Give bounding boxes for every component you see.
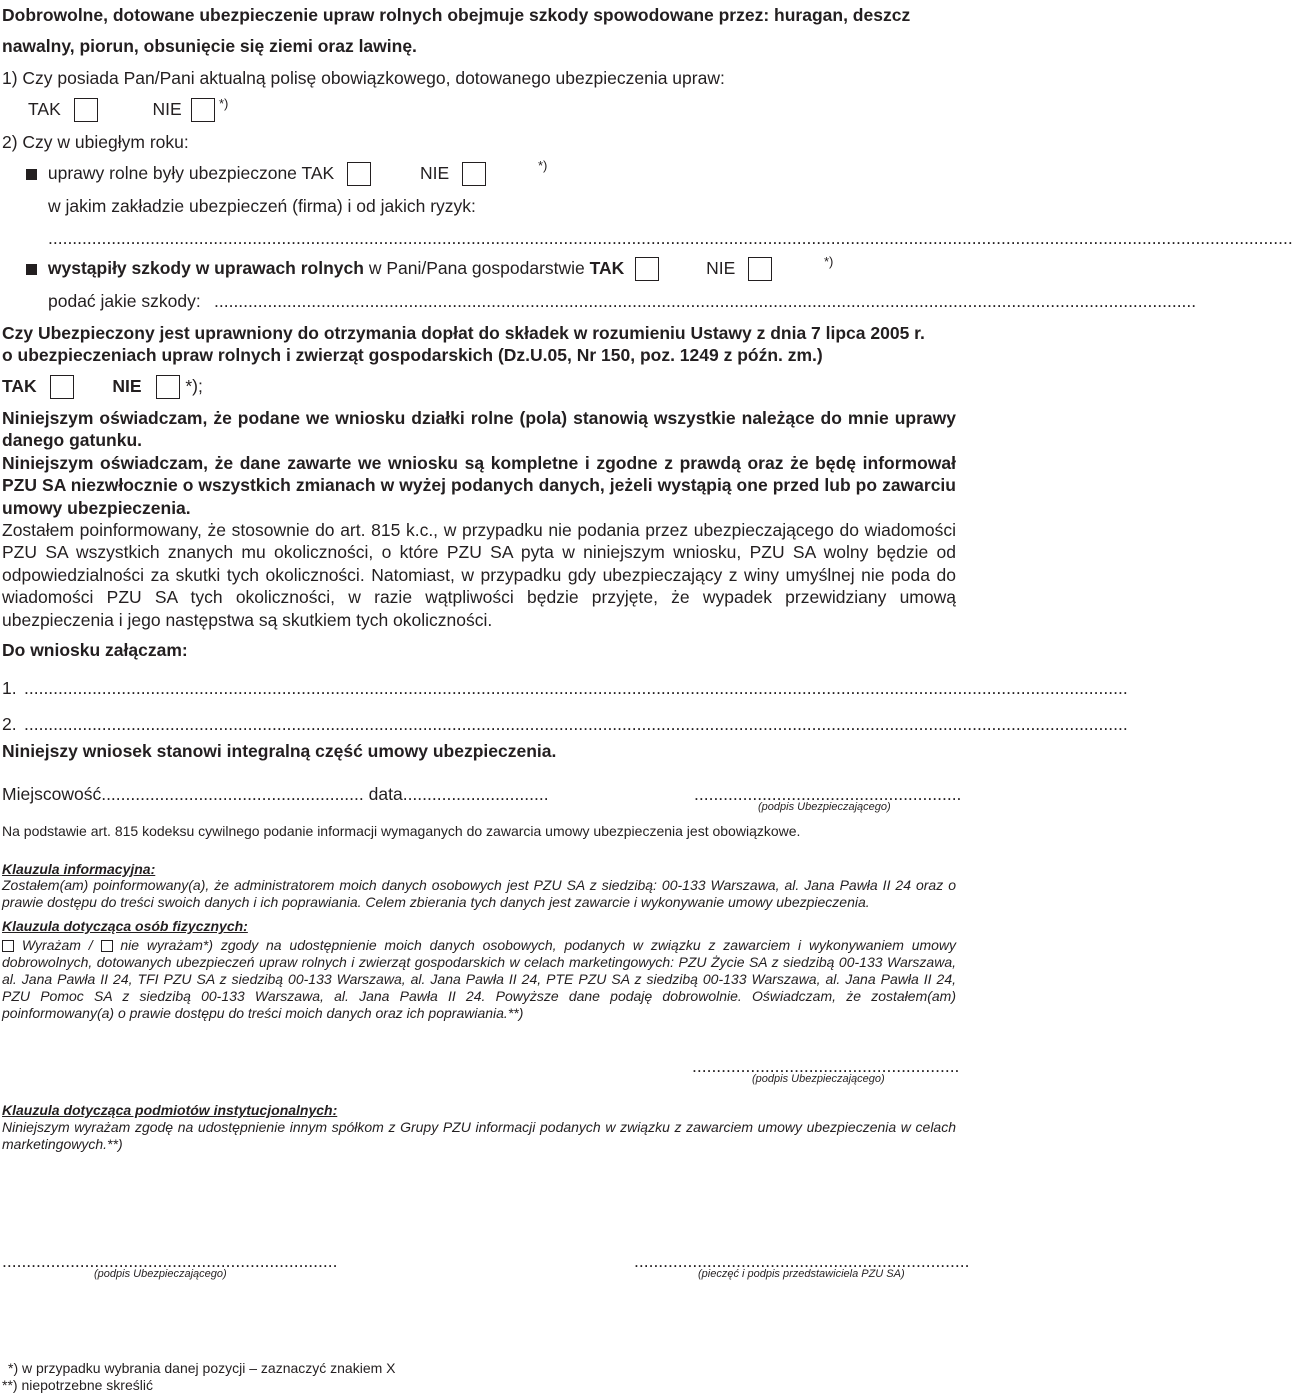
question-2: 2) Czy w ubiegłym roku: [2, 132, 189, 152]
attachment-1-number: 1. [2, 678, 17, 698]
pzu-signature-caption: (pieczęć i podpis przedstawiciela PZU SA) [698, 1268, 905, 1280]
q2-item-2-nie-label: NIE [706, 258, 736, 278]
integral-statement: Niniejszy wniosek stanowi integralną część umowy ubezpieczenia. [2, 741, 557, 761]
q2-item-2-tak-checkbox[interactable] [635, 257, 659, 281]
q2-item-1-footnote-mark: *) [538, 158, 548, 173]
statement-complete-data: Niniejszym oświadczam, że dane zawarte we wniosku są kompletne i zgodne z prawdą oraz że będę informował PZU SA niezwłocznie o wszystkich zmianach w wyżej podanych danych, jeżeli wystąpią one przed lub po zawarciu umowy ubezpieczenia. [2, 453, 956, 518]
pzu-signature-field[interactable]: ..................................................................... [634, 1251, 970, 1271]
subsidy-line-1: Czy Ubezpieczony jest uprawniony do otrzymania dopłat do składek w rozumieniu Ustawy z dnia 7 lipca 2005 r. [2, 323, 925, 343]
q2-which-insurer-field[interactable]: ................................................................................................................................................................................................................................................................ [48, 228, 1293, 248]
attachment-1-field[interactable]: ................................................................................................................................................................................................................................... [24, 678, 1128, 698]
subsidy-nie-checkbox[interactable] [156, 375, 180, 399]
intro-line-2: nawalny, piorun, obsunięcie się ziemi oraz lawinę. [2, 36, 417, 56]
subsidy-tak-label: TAK [2, 376, 37, 396]
q2-item-2-normal: w Pani/Pana gospodarstwie [363, 258, 590, 278]
signature-row [2, 783, 549, 805]
q2-item-2-footnote-mark: *) [824, 254, 834, 269]
q2-item-1-nie-label: NIE [419, 163, 450, 183]
date-field[interactable]: .............................. [402, 784, 549, 804]
q2-item-2-tak-label: TAK [589, 258, 625, 278]
insured-signature-field[interactable]: ..................................................................... [2, 1251, 338, 1271]
q1-tak-checkbox[interactable] [74, 98, 98, 122]
q2-item-1 [26, 162, 486, 186]
subsidy-answer-row [2, 375, 203, 399]
question-1: 1) Czy posiada Pan/Pani aktualną polisę obowiązkowego, dotowanego ubezpieczenia upraw: [2, 68, 725, 88]
date-label: data [368, 784, 403, 804]
signature-field[interactable]: ....................................................... [694, 784, 962, 804]
personal-signature-caption: (podpis Ubezpieczającego) [752, 1073, 885, 1085]
consent-agree-label: Wyrażam / [21, 937, 93, 953]
attachment-2-number: 2. [2, 714, 17, 734]
q2-item-2-bold: wystąpiły szkody w uprawach rolnych [47, 258, 364, 278]
place-field[interactable]: ...................................................... [101, 784, 364, 804]
subsidy-line-2: o ubezpieczeniach upraw rolnych i zwierząt gospodarskich (Dz.U.05, Nr 150, poz. 1249 z późn. zm.) [2, 345, 823, 365]
consent-agree-checkbox[interactable] [2, 940, 14, 952]
q2-damages-field[interactable]: .......................................................................................................................................................................................................... [214, 291, 1197, 311]
personal-clause-body [2, 937, 956, 1022]
subsidy-tak-checkbox[interactable] [50, 375, 74, 399]
subsidy-nie-label: NIE [112, 376, 142, 396]
q2-item-1-nie-checkbox[interactable] [462, 162, 486, 186]
consent-disagree-checkbox[interactable] [101, 940, 113, 952]
q2-item-2 [26, 257, 772, 281]
personal-clause-text: nie wyrażam*) zgody na udostępnienie moich danych osobowych, podanych w związku z zawarciem i wykonywaniem umowy dobrowolnych, dotowanych ubezpieczeń upraw rolnych i zwierząt gospodarskich w celach marketingowych: PZU Życie SA z siedzibą 00-133 Warszawa, al. Jana Pawła II 24, TFI PZU SA z siedzibą 00-133 Warszawa, al. Jana Pawła II 24, PTE PZU SA z siedzibą 00-133 Warszawa, al. Jana Pawła II 24, PZU Pomoc SA z siedzibą 00-133 Warszawa, al. Jana Pawła II 24. Powyższe dane podaję dobrowolnie. Oświadczam, że zostałem(am) poinformowany(a) o prawie dostępu do treści moich danych oraz ich poprawiania.**) [2, 937, 957, 1021]
q1-tak-label: TAK [28, 99, 61, 119]
institutional-clause-text: Niniejszym wyrażam zgodę na udostępnienie innym spółkom z Grupy PZU informacji podanych w związku z zawarciem umowy ubezpieczenia w celach marketingowych.**) [2, 1119, 956, 1152]
personal-signature-field[interactable]: ....................................................... [692, 1056, 960, 1076]
q2-item-1-tak-checkbox[interactable] [347, 162, 371, 186]
info-clause-text: Zostałem(am) poinformowany(a), że administratorem moich danych osobowych jest PZU SA z siedzibą: 00-133 Warszawa, al. Jana Pawła II 24 oraz o prawie dostępu do treści swoich danych i ich poprawiania. Celem zbierania tych danych jest zawarcie i wykonywanie umowy ubezpieczenia. [2, 877, 956, 910]
attachments-title: Do wniosku załączam: [2, 640, 188, 660]
subsidy-footnote-mark: *); [185, 376, 203, 396]
q2-which-insurer: w jakim zakładzie ubezpieczeń (firma) i od jakich ryzyk: [48, 196, 476, 216]
footnote-2: **) niepotrzebne skreślić [2, 1377, 153, 1393]
signature-caption: (podpis Ubezpieczającego) [758, 801, 891, 813]
bullet-square-icon [26, 264, 37, 275]
personal-clause-title: Klauzula dotycząca osób fizycznych: [2, 918, 248, 934]
statement-plots: Niniejszym oświadczam, że podane we wniosku działki rolne (pola) stanowią wszystkie należące do mnie uprawy danego gatunku. [2, 408, 956, 451]
bullet-square-icon [26, 169, 37, 180]
q2-item-1-label: uprawy rolne były ubezpieczone TAK [47, 163, 335, 183]
info-clause-title: Klauzula informacyjna: [2, 861, 156, 877]
legal-note: Na podstawie art. 815 kodeksu cywilnego podanie informacji wymaganych do zawarcia umowy ubezpieczenia jest obowiązkowe. [2, 823, 801, 839]
q1-nie-label: NIE [152, 99, 182, 119]
statement-art-815: Zostałem poinformowany, że stosownie do art. 815 k.c., w przypadku nie podania przez ubezpieczającego do wiadomości PZU SA wszystkich znanych mu okoliczności, o które PZU SA pyta w niniejszym wniosku, PZU SA wolny będzie od odpowiedzialności za skutki tych okoliczności. Natomiast, w przypadku gdy ubezpieczający z winy umyślnej nie poda do wiadomości PZU SA tych okoliczności, w razie wątpliwości będzie przyjęte, że wypadek przewidziany umową ubezpieczenia i jego następstwa są skutkiem tych okoliczności. [2, 520, 956, 630]
footnote-1: *) w przypadku wybrania danej pozycji – zaznaczyć znakiem X [8, 1360, 396, 1376]
q2-item-2-nie-checkbox[interactable] [748, 257, 772, 281]
insured-signature-caption: (podpis Ubezpieczającego) [94, 1268, 227, 1280]
intro-line-1: Dobrowolne, dotowane ubezpieczenie upraw rolnych obejmuje szkody spowodowane przez: huragan, deszcz [2, 5, 911, 25]
q1-answer-row [28, 98, 215, 122]
place-label: Miejscowość [2, 784, 102, 804]
q2-damages-label: podać jakie szkody: [48, 291, 201, 311]
q1-nie-checkbox[interactable] [191, 98, 215, 122]
q1-footnote-mark: *) [219, 96, 229, 111]
institutional-clause-title: Klauzula dotycząca podmiotów instytucjonalnych: [2, 1102, 338, 1118]
attachment-2-field[interactable]: ................................................................................................................................................................................................................................... [24, 714, 1128, 734]
